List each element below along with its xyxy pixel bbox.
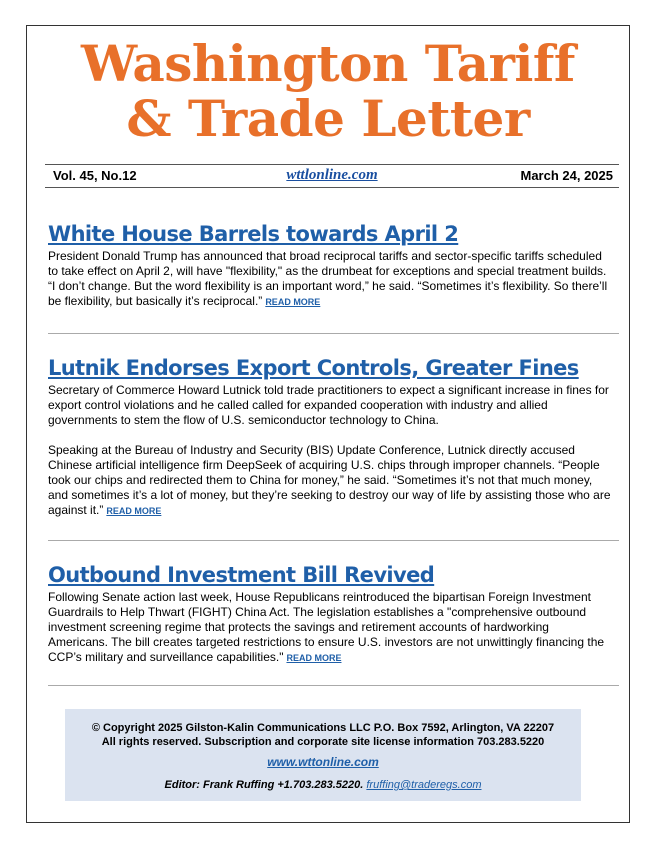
section-divider: [48, 685, 619, 686]
article-2-read-more-link[interactable]: READ MORE: [106, 506, 162, 516]
footer-copyright-line-2: All rights reserved. Subscription and corporate site license information 703.283.5220: [101, 736, 545, 748]
article-2-paragraph-2: [48, 443, 611, 519]
article-1: [48, 222, 611, 310]
article-3-read-more-link[interactable]: READ MORE: [286, 653, 342, 663]
issue-website-link[interactable]: wttlonline.com: [286, 167, 378, 183]
article-1-text: President Donald Trump has announced that broad reciprocal tariffs and sector-specific tariffs scheduled to take effect on April 2, will have "flexibility," as the drumbeat for exceptions and special treatment builds. “I don’t change. But the word flexibility is an important word,” he said. “Sometimes it’s flexibility. So there’ll be flexibility, but basically it’s reciprocal.”: [48, 249, 608, 308]
article-2: [48, 356, 611, 519]
newsletter-page: [26, 25, 630, 823]
article-3-headline-link[interactable]: Outbound Investment Bill Revived: [48, 563, 435, 587]
article-2-headline-link[interactable]: Lutnik Endorses Export Controls, Greater Fines: [48, 356, 579, 380]
article-2-text: Speaking at the Bureau of Industry and Security (BIS) Update Conference, Lutnick directly accused Chinese artificial intelligence firm DeepSeek of acquiring U.S. chips through improper channels. “People took our chips and redirected them to China for money,” he said. “Sometimes it’s not that much money, and sometimes it’s a lot of money, but they’re seeking to destroy our way of life by assisting those who are against it.”: [48, 443, 611, 517]
footer-editor: [65, 779, 581, 791]
footer-copyright: [65, 721, 581, 749]
article-3-paragraph: [48, 590, 611, 666]
footer-website-link[interactable]: www.wttonline.com: [267, 755, 379, 769]
masthead-line-2: & Trade Letter: [126, 89, 530, 148]
article-3-text: Following Senate action last week, House Republicans reintroduced the bipartisan Foreign Investment Guardrails to Help Thwart (FIGHT) China Act. The legislation establishes a "comprehensive outbound investment screening regime that protects the savings and retirement accounts of hardworking Americans. The bill creates targeted restrictions to ensure U.S. investors are not unwittingly financing the CCP’s military and surveillance capabilities.": [48, 590, 605, 664]
article-1-paragraph: [48, 249, 611, 310]
footer-box: [65, 709, 581, 801]
masthead: [27, 36, 629, 146]
article-1-read-more-link[interactable]: READ MORE: [265, 297, 321, 307]
article-3: [48, 563, 611, 666]
issue-bar: [45, 164, 619, 188]
issue-volume: Vol. 45, No.12: [53, 168, 137, 183]
footer-email-link[interactable]: fruffing@traderegs.com: [366, 779, 482, 791]
issue-date: March 24, 2025: [520, 168, 613, 183]
article-2-paragraph-1: Secretary of Commerce Howard Lutnick told trade practitioners to expect a significant increase in fines for export control violations and he called called for expanded cooperation with industry and allied governments to stem the flow of U.S. semiconductor technology to China.: [48, 383, 609, 427]
section-divider: [48, 333, 619, 334]
article-1-headline-link[interactable]: White House Barrels towards April 2: [48, 222, 459, 246]
masthead-line-1: Washington Tariff: [81, 34, 575, 93]
section-divider: [48, 540, 619, 541]
footer-editor-text: Editor: Frank Ruffing +1.703.283.5220.: [164, 779, 364, 791]
footer-copyright-line-1: © Copyright 2025 Gilston-Kalin Communications LLC P.O. Box 7592, Arlington, VA 22207: [91, 722, 555, 734]
